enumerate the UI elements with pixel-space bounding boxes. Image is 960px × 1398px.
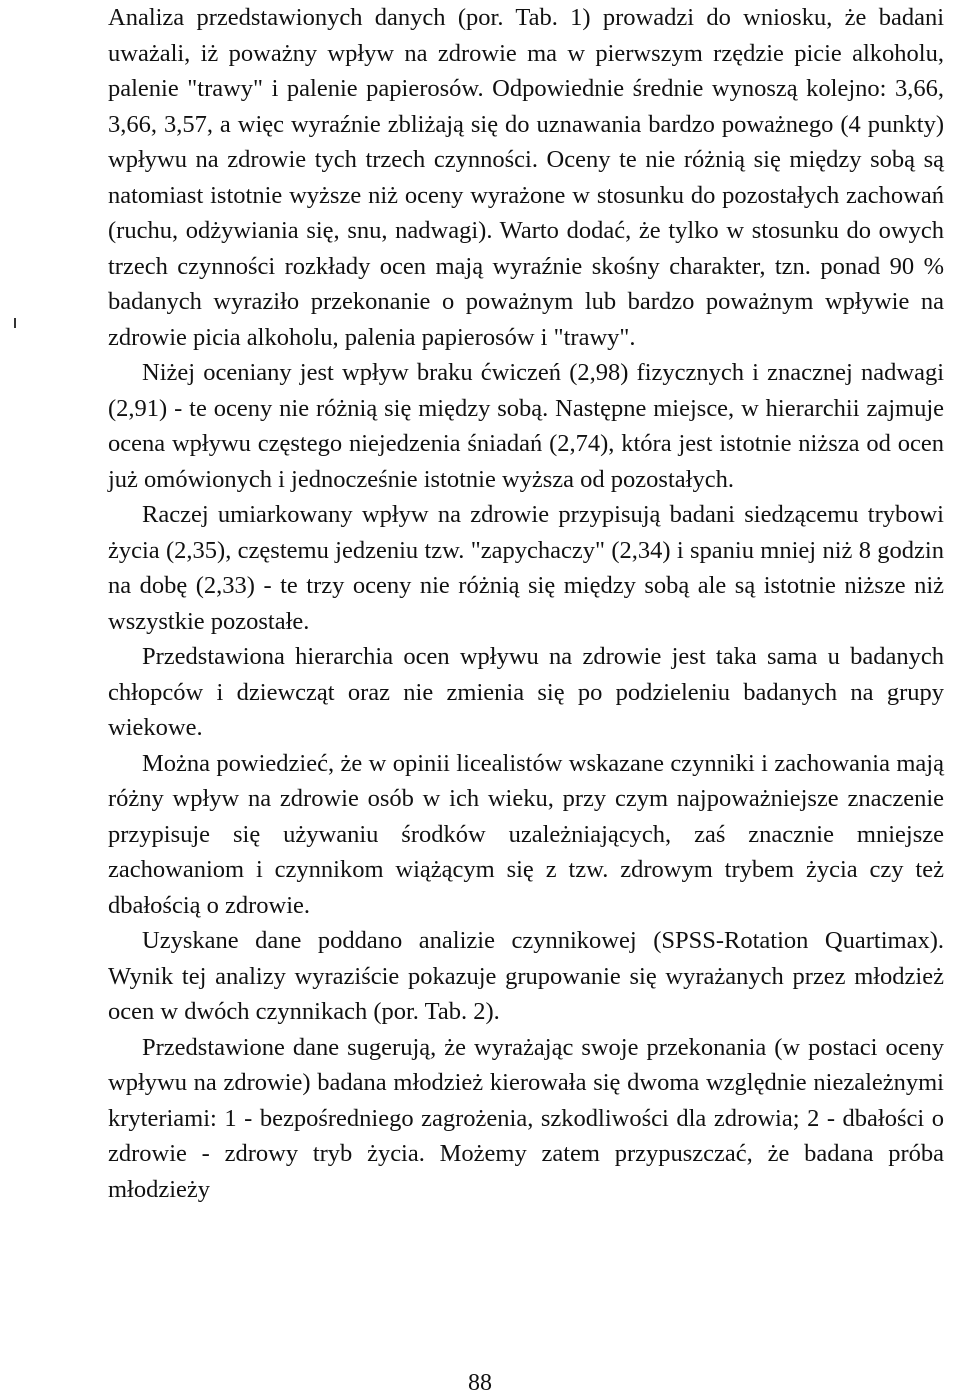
paragraph-6: Uzyskane dane poddano analizie czynnikowej (SPSS-Rotation Quartimax). Wynik tej analizy wyraziście pokazuje grupowanie się wyrażanych przez młodzież ocen w dwóch czynnikach (por. Tab. 2). [108,927,944,1025]
paragraph-2: Niżej oceniany jest wpływ braku ćwiczeń (2,98) fizycznych i znacznej nadwagi (2,91) - te oceny nie różnią się między sobą. Następne miejsce, w hierarchii zajmuje ocena wpływu częstego niejedzenia śniadań (2,74), która jest istotnie niższa od ocen już omówionych i jednocześnie istotnie wyższa od pozostałych. [108,359,944,493]
paragraph-4: Przedstawiona hierarchia ocen wpływu na zdrowie jest taka sama u badanych chłopców i dziewcząt oraz nie zmienia się po podzieleniu badanych na grupy wiekowe. [108,643,944,741]
margin-mark [14,318,16,328]
page-number: 88 [468,1370,492,1396]
paragraph-5: Można powiedzieć, że w opinii licealistów wskazane czynniki i zachowania mają różny wpływ na zdrowie osób w ich wieku, przy czym najpoważniejsze znaczenie przypisuje się używaniu środków uzależniających, zaś znacznie mniejsze zachowaniom i czynnikom wiążącym się z tzw. zdrowym trybem życia czy też dbałością o zdrowie. [108,749,944,919]
document-page [108,0,944,1207]
paragraph-7: Przedstawione dane sugerują, że wyrażając swoje przekonania (w postaci oceny wpływu na zdrowie) badana młodzież kierowała się dwoma względnie niezależnymi kryteriami: 1 - bezpośredniego zagrożenia, szkodliwości dla zdrowia; 2 - dbałości o zdrowie - zdrowy tryb życia. Możemy zatem przypuszczać, że badana próba młodzieży [108,1033,944,1203]
paragraph-1: Analiza przedstawionych danych (por. Tab. 1) prowadzi do wniosku, że badani uważali, iż poważny wpływ na zdrowie ma w pierwszym rzędzie picie alkoholu, palenie "trawy" i palenie papierosów. Odpowiednie średnie wynoszą kolejno: 3,66, 3,66, 3,57, a więc wyraźnie zbliżają się do uznawania bardzo poważnego (4 punkty) wpływu na zdrowie tych trzech czynności. Oceny te nie różnią się między sobą są natomiast istotnie wyższe niż oceny wyrażone w stosunku do pozostałych zachowań (ruchu, odżywiania się, snu, nadwagi). Warto dodać, że tylko w stosunku do owych trzech czynności rozkłady ocen mają wyraźnie skośny charakter, tzn. ponad 90 % badanych wyraziło przekonanie o poważnym lub bardzo poważnym wpływie na zdrowie picia alkoholu, palenia papierosów i "trawy". [108,4,944,351]
paragraph-3: Raczej umiarkowany wpływ na zdrowie przypisują badani siedzącemu trybowi życia (2,35), częstemu jedzeniu tzw. "zapychaczy" (2,34) i spaniu mniej niż 8 godzin na dobę (2,33) - te trzy oceny nie różnią się między sobą ale są istotnie niższe niż wszystkie pozostałe. [108,501,944,635]
